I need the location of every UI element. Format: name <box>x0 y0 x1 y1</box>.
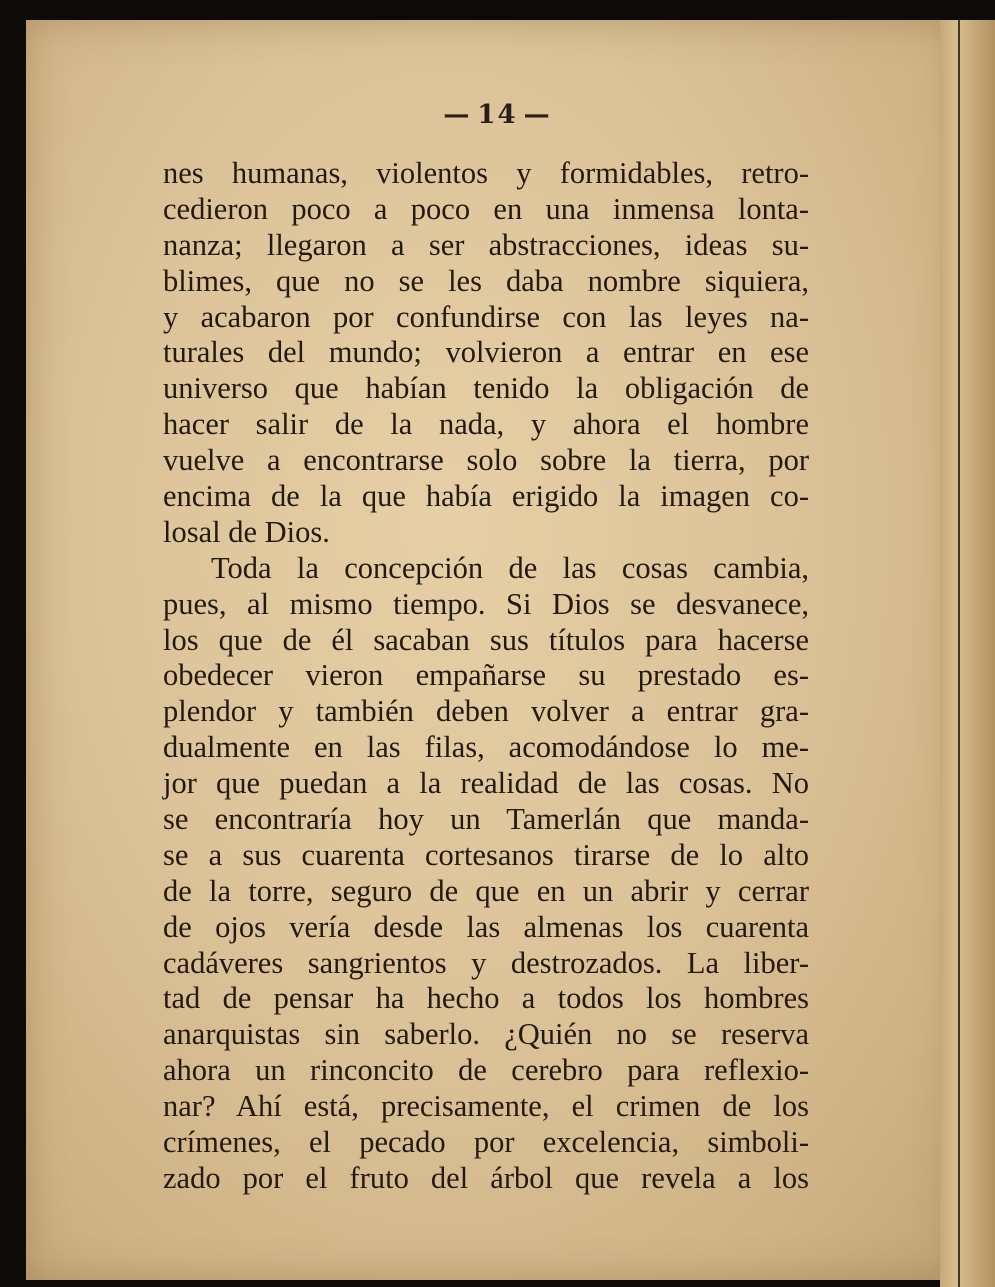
text-line: hacer salir de la nada, y ahora el hombre <box>163 407 809 442</box>
page-number <box>0 100 995 130</box>
text-line: pues, al mismo tiempo. Si Dios se desvanece, <box>163 586 809 621</box>
text-line: universo que habían tenido la obligación de <box>163 371 809 406</box>
text-line: plendor y también deben volver a entrar gra- <box>163 694 809 729</box>
text-line: nar? Ahí está, precisamente, el crimen de los <box>163 1089 809 1124</box>
text-line: vuelve a encontrarse solo sobre la tierra, por <box>163 443 809 478</box>
body-text <box>163 156 809 1197</box>
text-line: los que de él sacaban sus títulos para hacerse <box>163 622 809 657</box>
text-line: nes humanas, violentos y formidables, retro- <box>163 156 809 190</box>
text-line: cedieron poco a poco en una inmensa lonta- <box>163 191 809 226</box>
text-line: se encontraría hoy un Tamerlán que manda- <box>163 802 809 837</box>
paragraph-end-line: losal de Dios. <box>163 514 330 549</box>
text-line: dualmente en las filas, acomodándose lo me- <box>163 730 809 765</box>
text-line: y acabaron por confundirse con las leyes na- <box>163 299 809 334</box>
text-line: de la torre, seguro de que en un abrir y cerrar <box>163 873 809 908</box>
text-line: nanza; llegaron a ser abstracciones, ideas su- <box>163 227 809 262</box>
text-line: jor que puedan a la realidad de las cosas. No <box>163 766 809 801</box>
spine-edge <box>958 20 960 1287</box>
paragraph-start-line: Toda la concepción de las cosas cambia, <box>211 550 809 585</box>
text-line: blimes, que no se les daba nombre siquiera, <box>163 263 809 298</box>
folio-dash-left: — <box>443 100 472 130</box>
text-line: zado por el fruto del árbol que revela a los <box>163 1160 809 1195</box>
book-spine <box>940 20 995 1287</box>
text-line: de ojos vería desde las almenas los cuarenta <box>163 909 809 944</box>
text-line: ahora un rinconcito de cerebro para reflexio- <box>163 1053 809 1088</box>
text-line: obedecer vieron empañarse su prestado es- <box>163 658 809 693</box>
text-line: anarquistas sin saberlo. ¿Quién no se reserva <box>163 1017 809 1052</box>
text-line: tad de pensar ha hecho a todos los hombres <box>163 981 809 1016</box>
text-line: crímenes, el pecado por excelencia, simboli- <box>163 1125 809 1160</box>
text-line: se a sus cuarenta cortesanos tirarse de lo alto <box>163 837 809 872</box>
folio-number: 14 <box>477 100 518 130</box>
text-line: turales del mundo; volvieron a entrar en ese <box>163 335 809 370</box>
folio-dash-right: — <box>523 100 552 130</box>
text-line: cadáveres sangrientos y destrozados. La liber- <box>163 945 809 980</box>
text-line: encima de la que había erigido la imagen co- <box>163 479 809 514</box>
